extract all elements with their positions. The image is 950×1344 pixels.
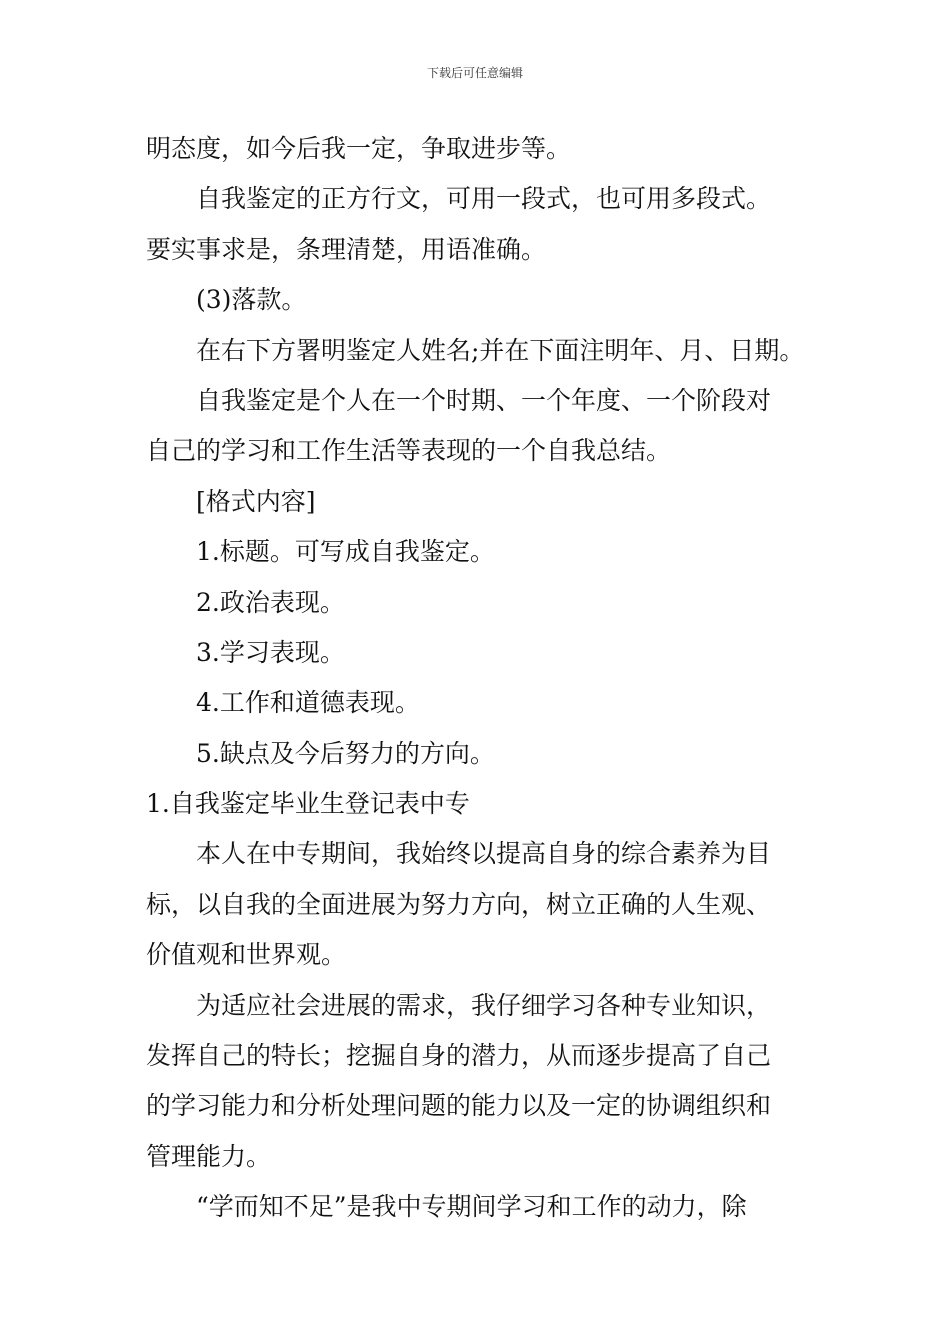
text-line: 4.工作和道德表现。 [196,688,420,718]
text-line: 5.缺点及今后努力的方向。 [196,738,495,768]
text-line: 要实事求是，条理清楚，用语准确。 [146,234,547,264]
text-line: [格式内容] [196,486,316,516]
text-line: 的学习能力和分析处理问题的能力以及一定的协调组织和 [146,1091,772,1121]
text-line: 本人在中专期间，我始终以提高自身的综合素养为目 [196,839,772,869]
text-line: 在右下方署明鉴定人姓名;并在下面注明年、月、日期。 [196,335,805,365]
text-line: “学而知不足”是我中专期间学习和工作的动力，除 [196,1192,747,1222]
text-line: 价值观和世界观。 [146,940,347,970]
text-line: 3.学习表现。 [196,637,345,667]
text-line: 管理能力。 [146,1141,272,1171]
text-line: 自我鉴定的正方行文，可用一段式，也可用多段式。 [196,184,772,214]
section-heading: 1.自我鉴定毕业生登记表中专 [146,789,470,819]
text-line: 自己的学习和工作生活等表现的一个自我总结。 [146,436,672,466]
text-line: 2.政治表现。 [196,587,345,617]
text-line: 发挥自己的特长；挖掘自身的潜力，从而逐步提高了自己 [146,1041,772,1071]
text-line: 标，以自我的全面进展为努力方向，树立正确的人生观、 [146,889,772,919]
text-line: 1.标题。可写成自我鉴定。 [196,537,495,567]
text-line: 自我鉴定是个人在一个时期、一个年度、一个阶段对 [196,385,772,415]
document-body [146,124,810,1233]
page-header: 下载后可任意编辑 [426,66,523,80]
text-line: (3)落款。 [196,285,307,315]
text-line: 明态度，如今后我一定，争取进步等。 [146,134,572,163]
text-line: 为适应社会进展的需求，我仔细学习各种专业知识， [196,990,772,1020]
